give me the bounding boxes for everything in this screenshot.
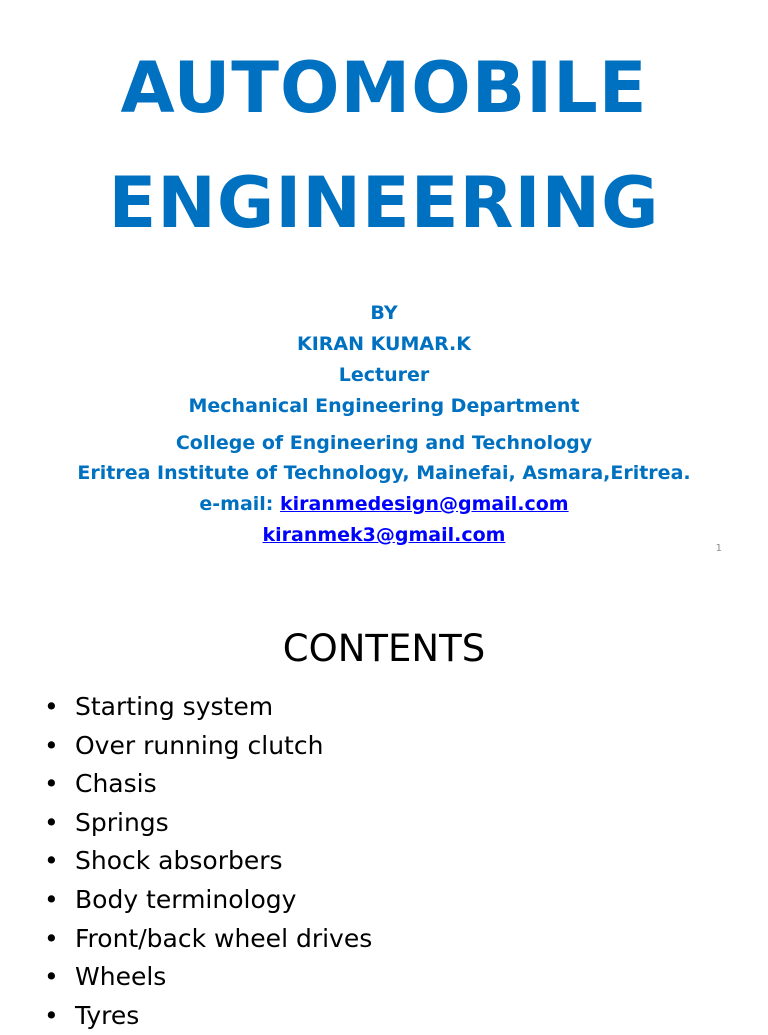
email-line-2 [0, 523, 768, 547]
bullet-icon: • [44, 769, 59, 799]
college: College of Engineering and Technology [175, 432, 593, 454]
bullet-icon: • [44, 1000, 59, 1030]
list-item-text: Over running clutch [75, 730, 324, 760]
bullet-icon: • [44, 846, 59, 876]
list-item [44, 804, 372, 843]
bullet-icon: • [44, 884, 59, 914]
list-item-text: Shock absorbers [75, 846, 283, 876]
list-item [44, 958, 372, 997]
list-item [44, 842, 372, 881]
list-item [44, 920, 372, 959]
list-item-text: Starting system [75, 692, 274, 721]
title-line-2: ENGINEERING [108, 162, 660, 244]
contents-list [44, 688, 372, 1035]
list-item-text: Tyres [75, 1000, 140, 1030]
bullet-icon: • [44, 692, 59, 721]
contents-heading: CONTENTS [282, 627, 486, 670]
email-line [0, 492, 768, 516]
list-item-text: Springs [75, 807, 169, 837]
bullet-icon: • [44, 807, 59, 837]
list-item-text: Front/back wheel drives [75, 923, 373, 953]
list-item-text: Chasis [75, 769, 157, 799]
list-item [44, 688, 372, 727]
email-label: e-mail: [199, 493, 281, 515]
by-label: BY [370, 302, 398, 324]
list-item-text: Body terminology [75, 884, 297, 914]
title-line-1: AUTOMOBILE [120, 47, 648, 129]
list-item [44, 997, 372, 1035]
author-position: Lecturer [338, 364, 430, 386]
institute: Eritrea Institute of Technology, Mainefai, Asmara,Eritrea. [77, 462, 691, 484]
bullet-icon: • [44, 730, 59, 760]
bullet-icon: • [44, 962, 59, 992]
department: Mechanical Engineering Department [188, 395, 580, 417]
slide-number: 1 [715, 543, 722, 554]
author-name: KIRAN KUMAR.K [297, 333, 471, 355]
list-item-text: Wheels [75, 962, 167, 992]
list-item [44, 881, 372, 920]
email-link-2[interactable]: kiranmek3@gmail.com [262, 524, 506, 546]
email-link-1[interactable]: kiranmedesign@gmail.com [280, 493, 569, 515]
list-item [44, 765, 372, 804]
list-item [44, 727, 372, 766]
bullet-icon: • [44, 923, 59, 953]
